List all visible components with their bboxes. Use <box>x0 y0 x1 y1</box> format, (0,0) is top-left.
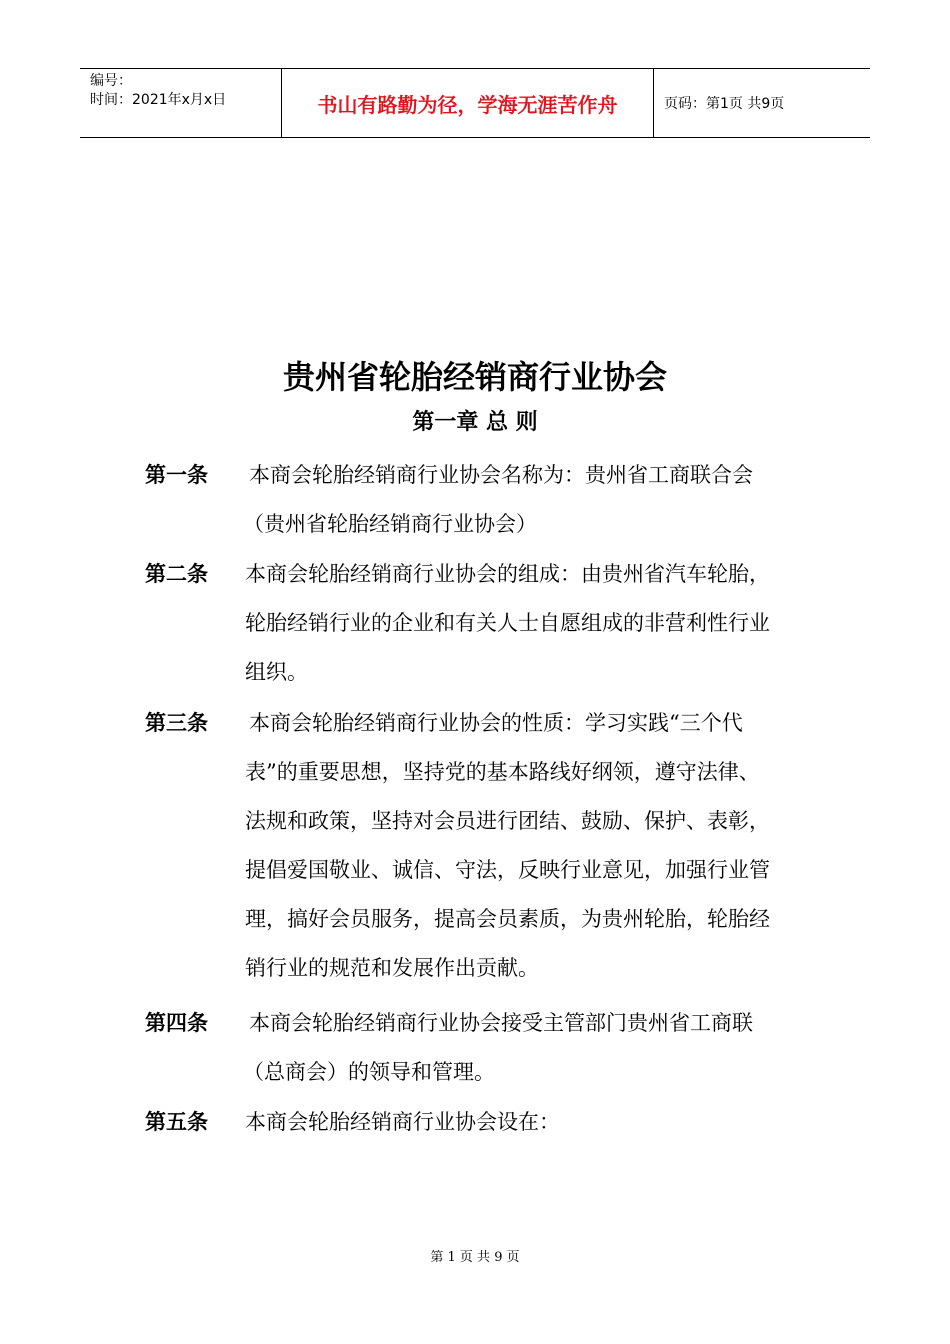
article-label: 第二条 <box>145 562 208 586</box>
page-footer: 第 1 页 共 9 页 <box>430 1250 520 1265</box>
article-line: （总商会）的领导和管理。 <box>243 1060 495 1084</box>
article-line: 本商会轮胎经销商行业协会设在： <box>245 1110 560 1134</box>
number-label: 编号： <box>90 73 132 89</box>
article-line: 理，搞好会员服务，提高会员素质，为贵州轮胎，轮胎经 <box>245 907 770 931</box>
article-label: 第一条 <box>145 463 208 487</box>
article-line: 提倡爱国敬业、诚信、守法，反映行业意见，加强行业管 <box>245 858 770 882</box>
article-line: 本商会轮胎经销商行业协会名称为：贵州省工商联合会 <box>249 463 753 487</box>
article-line: 法规和政策，坚持对会员进行团结、鼓励、保护、表彰， <box>245 809 770 833</box>
document-title: 贵州省轮胎经销商行业协会 <box>282 358 667 396</box>
article-line: 轮胎经销行业的企业和有关人士自愿组成的非营利性行业 <box>245 611 770 635</box>
article-label: 第四条 <box>145 1011 208 1035</box>
article-label: 第五条 <box>145 1110 208 1134</box>
page-info: 页码：第1页 共9页 <box>664 96 785 112</box>
article-line: 本商会轮胎经销商行业协会的组成：由贵州省汽车轮胎， <box>245 562 770 586</box>
article-line: 表”的重要思想，坚持党的基本路线好纲领，遵守法律、 <box>245 760 760 784</box>
article-line: （贵州省轮胎经销商行业协会） <box>243 512 537 536</box>
header-motto-cell <box>281 69 654 137</box>
article-line: 本商会轮胎经销商行业协会接受主管部门贵州省工商联 <box>249 1011 753 1035</box>
article-line: 本商会轮胎经销商行业协会的性质：学习实践“三个代 <box>249 711 743 735</box>
article-line: 销行业的规范和发展作出贡献。 <box>245 956 539 980</box>
chapter-heading: 第一章 总 则 <box>412 410 538 435</box>
header-table <box>80 68 870 138</box>
date-label: 时间：2021年x月x日 <box>90 92 227 108</box>
article-label: 第三条 <box>145 711 208 735</box>
article-line: 组织。 <box>245 660 308 684</box>
header-left-cell <box>80 69 280 137</box>
motto-text: 书山有路勤为径，学海无涯苦作舟 <box>317 92 618 117</box>
